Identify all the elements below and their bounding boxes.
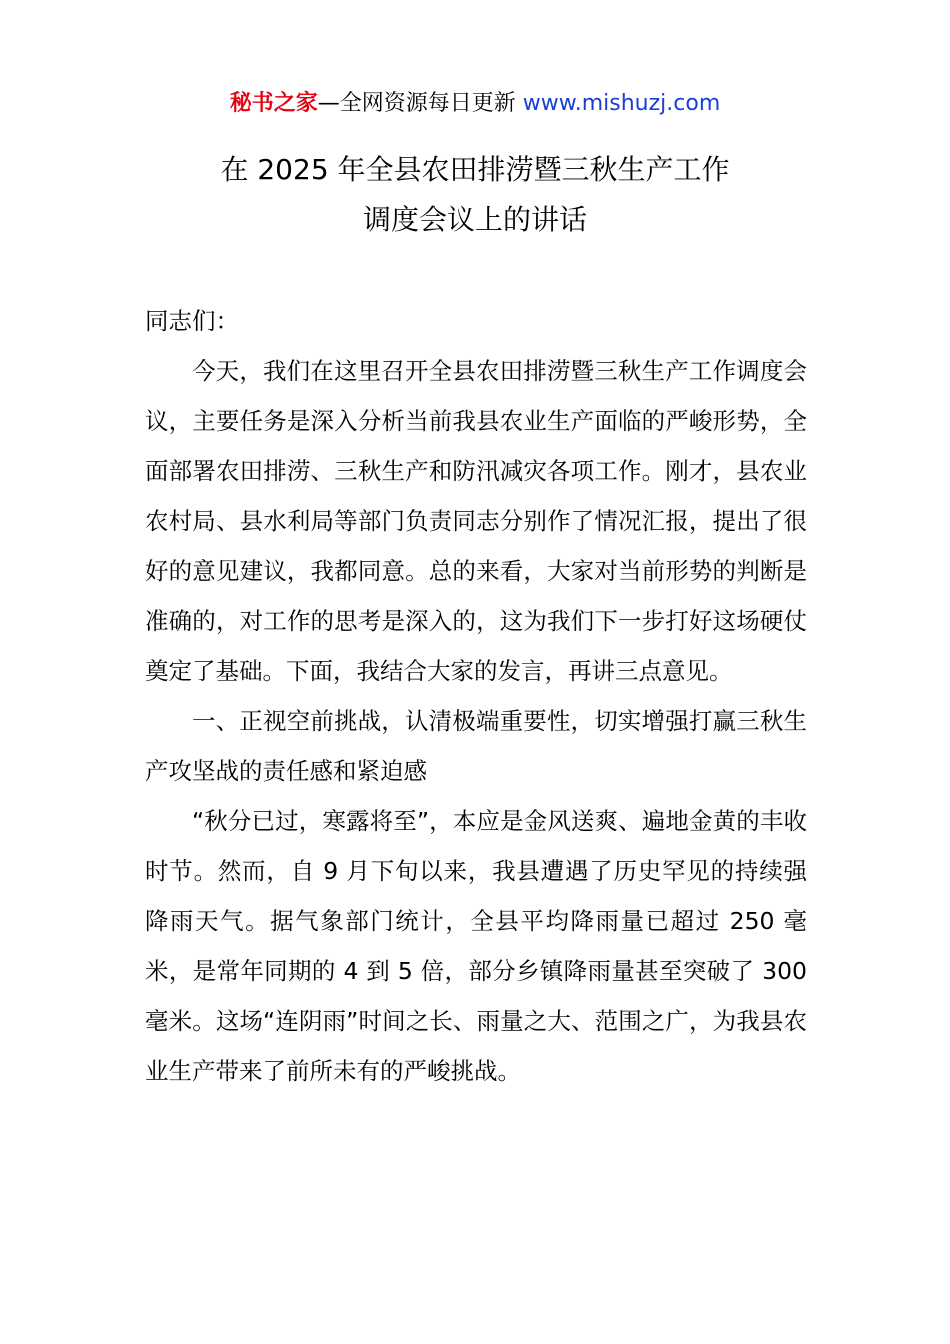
brand-name: 秘书之家 [229, 91, 318, 116]
document-title [0, 148, 950, 242]
salutation: 同志们： [145, 307, 239, 335]
title-line-2: 调度会议上的讲话 [362, 203, 587, 236]
site-header [0, 88, 950, 120]
site-url-link[interactable]: www.mishuzj.com [522, 91, 721, 116]
paragraph-opening: 今天，我们在这里召开全县农田排涝暨三秋生产工作调度会议，主要任务是深入分析当前我县农业生产面临的严峻形势，全面部署农田排涝、三秋生产和防汛减灾各项工作。刚才，县农业农村局、县水利局等部门负责同志分别作了情况汇报，提出了很好的意见建议，我都同意。总的来看，大家对当前形势的判断是准确的，对工作的思考是深入的，这为我们下一步打好这场硬仗奠定了基础。下面，我结合大家的发言，再讲三点意见。 [145, 357, 807, 685]
document-body [145, 296, 807, 1096]
paragraph-weather: “秋分已过，寒露将至”，本应是金风送爽、遍地金黄的丰收时节。然而，自 9 月下旬以来，我县遭遇了历史罕见的持续强降雨天气。据气象部门统计，全县平均降雨量已超过 250 毫米，是常年同期的 4 到 5 倍，部分乡镇降雨量甚至突破了 300 毫米。这场“连阴雨”时间之长、雨量之大、范围之广，为我县农业生产带来了前所未有的严峻挑战。 [145, 807, 807, 1085]
section-heading-1: 一、正视空前挑战，认清极端重要性，切实增强打赢三秋生产攻坚战的责任感和紧迫感 [145, 707, 807, 785]
title-line-1: 在 2025 年全县农田排涝暨三秋生产工作 [220, 153, 730, 186]
header-tagline: —全网资源每日更新 [317, 91, 523, 116]
